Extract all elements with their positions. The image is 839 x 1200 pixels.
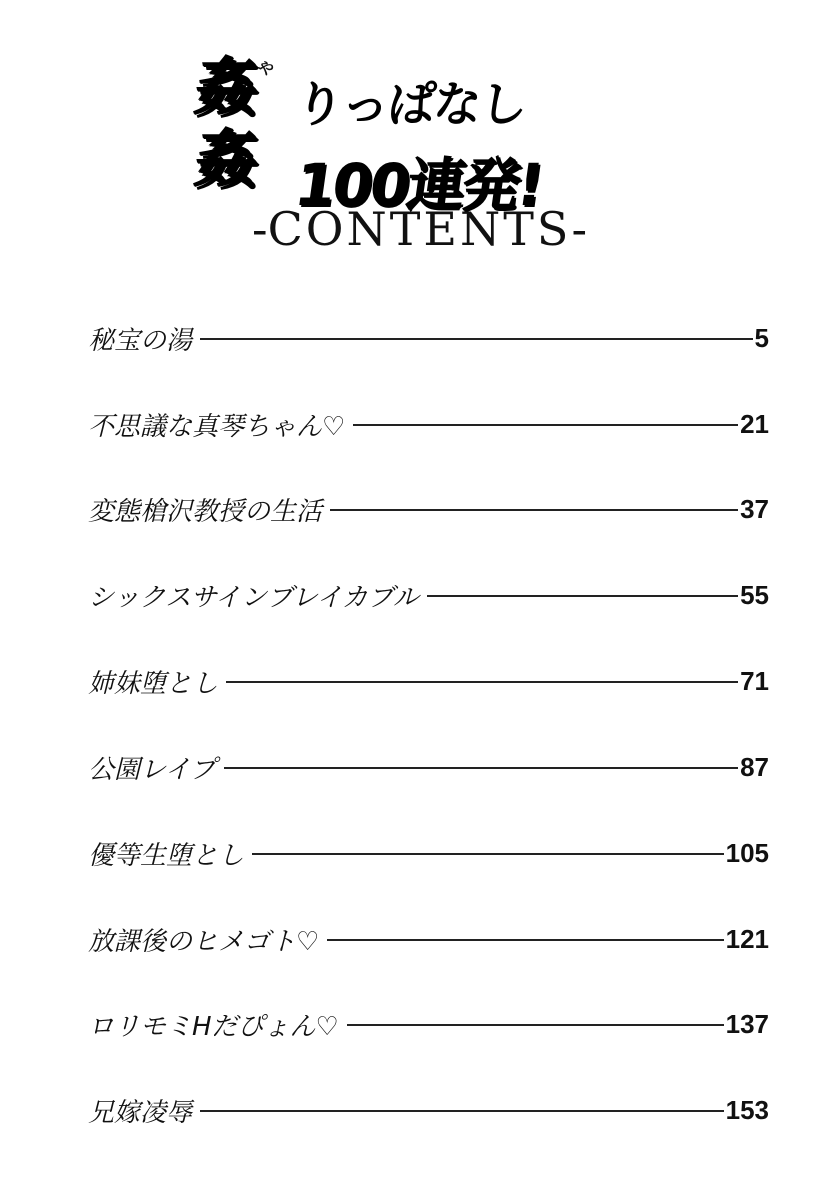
toc-item[interactable] bbox=[88, 919, 769, 959]
toc-title: ロリモミHだぴょん♡ bbox=[88, 1011, 339, 1042]
toc-leader-rule bbox=[427, 595, 738, 597]
logo-kanji-bottom: 姦 bbox=[192, 123, 258, 196]
toc-leader-rule bbox=[200, 1110, 724, 1112]
toc-leader-rule bbox=[353, 424, 738, 426]
toc-title: 放課後のヒメゴト♡ bbox=[88, 926, 320, 957]
toc-title: 不思議な真琴ちゃん♡ bbox=[88, 411, 346, 442]
toc-item[interactable] bbox=[88, 404, 769, 444]
heading-right-dash: - bbox=[571, 202, 587, 256]
logo-line1: りっぱなし bbox=[292, 77, 529, 133]
toc-title: 秘宝の湯 bbox=[88, 325, 193, 356]
toc-item[interactable] bbox=[88, 1090, 769, 1130]
heading-left-dash: - bbox=[252, 202, 268, 256]
toc-page-number: 153 bbox=[725, 1094, 769, 1125]
toc-title: 姉妹堕とし bbox=[88, 668, 219, 699]
toc-page-number: 137 bbox=[725, 1008, 769, 1039]
toc-leader-rule bbox=[200, 338, 753, 340]
toc-page-number: 105 bbox=[725, 837, 769, 868]
toc-item[interactable] bbox=[88, 833, 769, 873]
toc-title: 優等生堕とし bbox=[88, 840, 245, 871]
toc-page-number: 5 bbox=[754, 322, 769, 353]
toc-item[interactable] bbox=[88, 575, 769, 615]
toc-leader-rule bbox=[252, 853, 724, 855]
toc-leader-rule bbox=[224, 767, 738, 769]
toc-title: 兄嫁凌辱 bbox=[88, 1097, 193, 1128]
toc-leader-rule bbox=[226, 681, 738, 683]
toc-page-number: 37 bbox=[740, 493, 769, 524]
toc-page-number: 121 bbox=[725, 923, 769, 954]
logo-kanji-top: 姦 bbox=[192, 51, 258, 124]
toc-item[interactable] bbox=[88, 489, 769, 529]
heading-text: CONTENTS bbox=[267, 202, 572, 256]
toc-item[interactable] bbox=[88, 747, 769, 787]
logo-ruby: や bbox=[258, 59, 275, 78]
toc-page-number: 21 bbox=[740, 408, 769, 439]
toc-item[interactable] bbox=[88, 661, 769, 701]
toc-leader-rule bbox=[327, 939, 723, 941]
toc-page-number: 87 bbox=[740, 751, 769, 782]
toc-item[interactable] bbox=[88, 318, 769, 358]
toc-page-number: 55 bbox=[740, 579, 769, 610]
toc-item[interactable] bbox=[88, 1004, 769, 1044]
toc-title: シックスサインブレイカブル bbox=[88, 582, 419, 613]
toc-leader-rule bbox=[347, 1024, 724, 1026]
toc-page-number: 71 bbox=[740, 665, 769, 696]
toc-title: 公園レイプ bbox=[88, 754, 216, 785]
toc-leader-rule bbox=[330, 509, 738, 511]
logo-line2: 100連発! bbox=[290, 151, 546, 219]
toc-title: 変態槍沢教授の生活 bbox=[88, 496, 323, 527]
